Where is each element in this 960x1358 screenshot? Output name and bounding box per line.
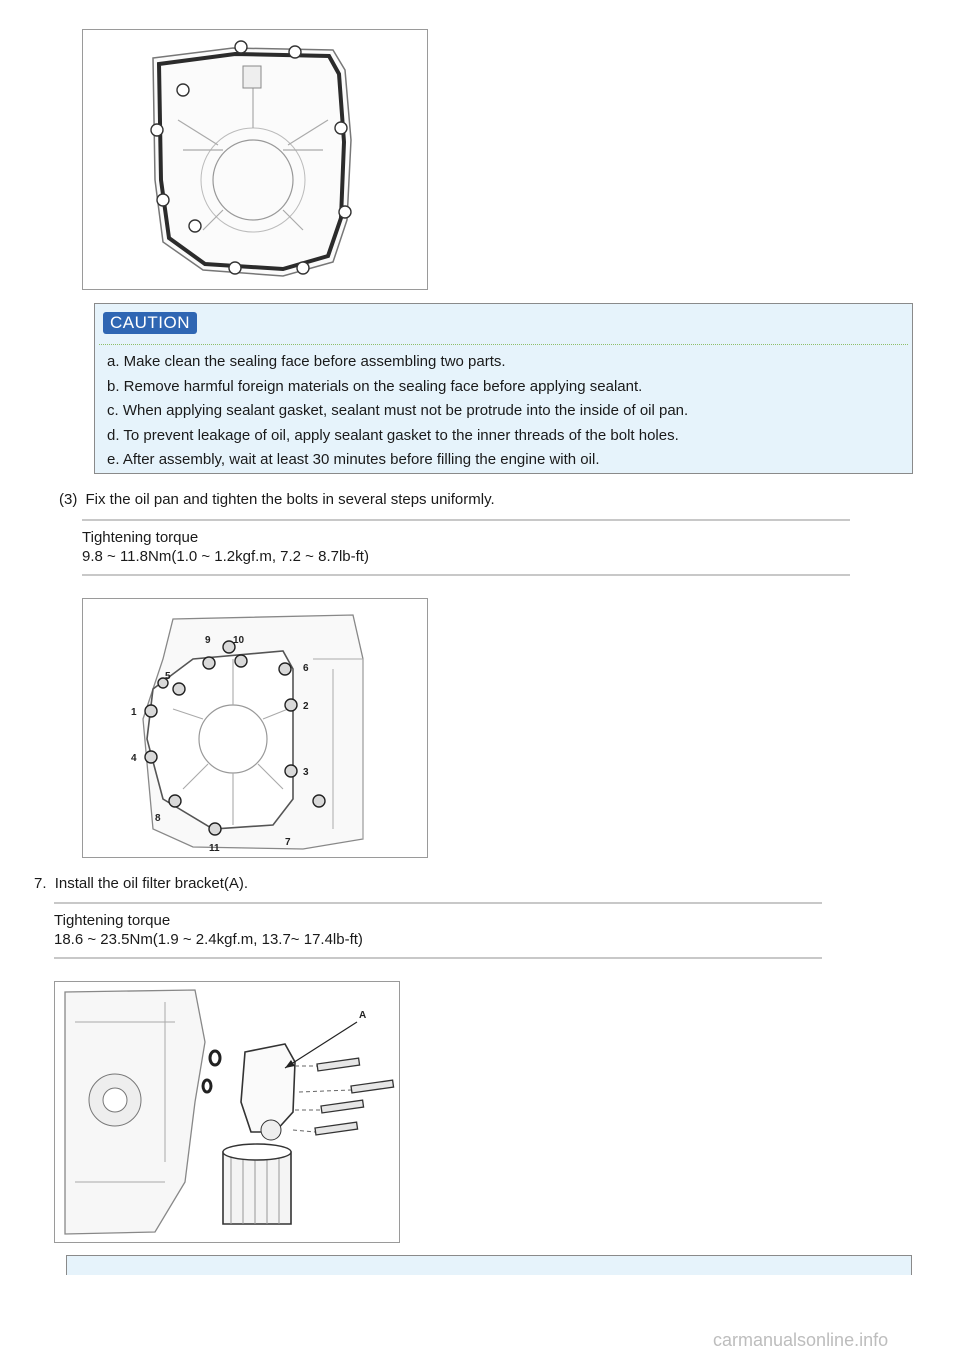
step-3 xyxy=(59,490,495,510)
caution-item: e. After assembly, wait at least 30 minutes before filling the engine with oil. xyxy=(107,451,600,468)
bolt-sequence-figure xyxy=(82,598,428,858)
callout-4: 4 xyxy=(131,753,137,764)
torque-rule-bottom xyxy=(54,957,822,959)
torque-spec-oil-pan xyxy=(82,519,850,576)
next-note-box xyxy=(66,1255,912,1275)
caution-badge: CAUTION xyxy=(103,312,197,334)
caution-list xyxy=(107,350,688,473)
step-3-text: Fix the oil pan and tighten the bolts in several steps uniformly. xyxy=(85,491,495,508)
torque-value: 18.6 ~ 23.5Nm(1.9 ~ 2.4kgf.m, 13.7~ 17.4lb-ft) xyxy=(54,931,363,948)
callout-11: 11 xyxy=(209,843,220,854)
callout-8: 8 xyxy=(155,813,161,824)
callout-9: 9 xyxy=(205,635,211,646)
callout-10: 10 xyxy=(233,635,245,646)
caution-item: d. To prevent leakage of oil, apply sealant gasket to the inner threads of the bolt holes. xyxy=(107,426,679,444)
caution-item: b. Remove harmful foreign materials on the sealing face before applying sealant. xyxy=(107,377,643,395)
sealant-application-figure xyxy=(82,29,428,290)
caution-item: c. When applying sealant gasket, sealant must not be protrude into the inside of oil pan. xyxy=(107,402,689,419)
callout-3: 3 xyxy=(303,767,309,778)
step-7 xyxy=(34,874,248,894)
step-7-text: Install the oil filter bracket(A). xyxy=(54,875,249,892)
caution-box xyxy=(94,303,913,474)
step-3-number: (3) xyxy=(59,491,78,508)
torque-label: Tightening torque xyxy=(82,529,199,546)
torque-label: Tightening torque xyxy=(54,912,171,929)
caution-item: a. Make clean the sealing face before assembling two parts. xyxy=(107,353,506,370)
callout-6: 6 xyxy=(303,663,309,674)
torque-rule-bottom xyxy=(82,574,850,576)
callout-1: 1 xyxy=(131,707,137,718)
caution-separator xyxy=(99,344,908,345)
step-7-number: 7. xyxy=(34,875,47,892)
callout-a: A xyxy=(359,1010,367,1021)
callout-7: 7 xyxy=(285,837,291,848)
torque-value: 9.8 ~ 11.8Nm(1.0 ~ 1.2kgf.m, 7.2 ~ 8.7lb-ft) xyxy=(82,548,369,565)
oil-filter-bracket-figure xyxy=(54,981,400,1243)
callout-2: 2 xyxy=(303,701,309,712)
callout-5: 5 xyxy=(165,671,171,682)
torque-spec-filter-bracket xyxy=(54,902,822,959)
watermark: carmanualsonline.info xyxy=(713,1330,889,1350)
